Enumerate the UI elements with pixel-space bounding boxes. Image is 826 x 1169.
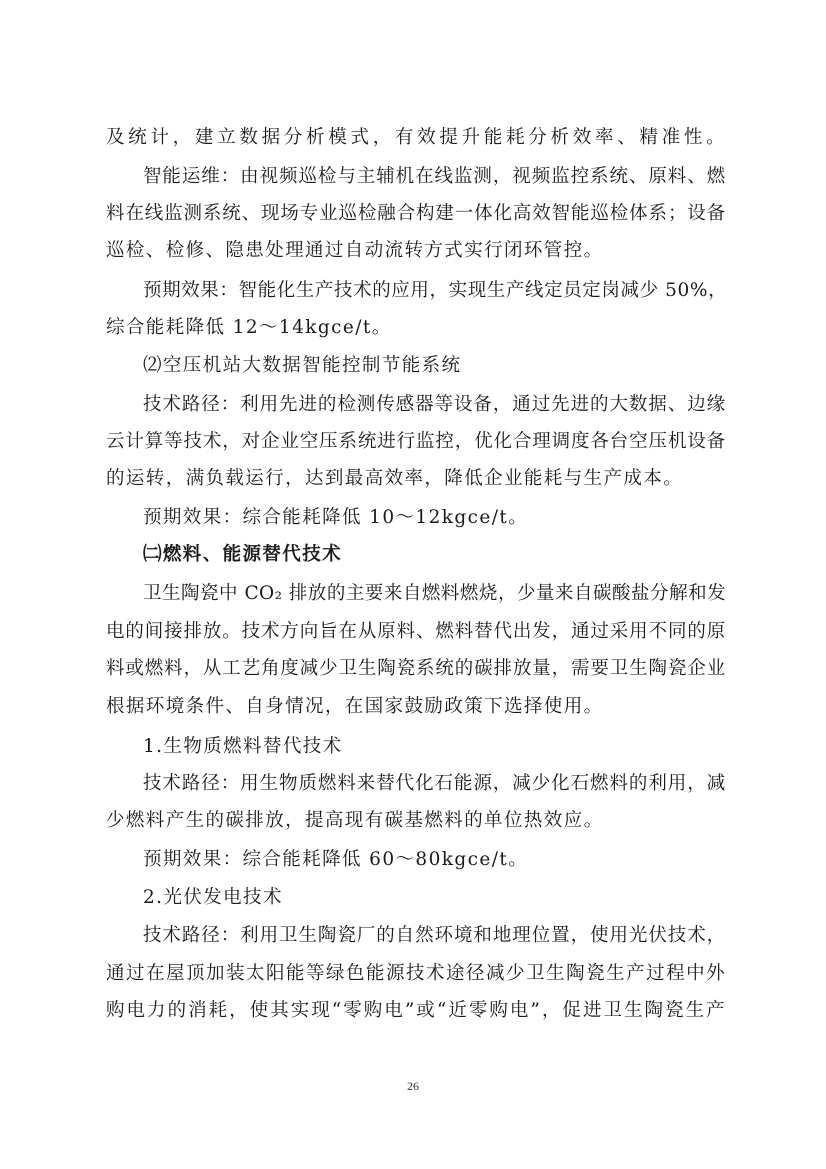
section-heading: ㈡燃料、能源替代技术 — [143, 544, 343, 565]
paragraph-line: 及统计，建立数据分析模式，有效提升能耗分析效率、精准性。 — [106, 127, 726, 148]
paragraph-line: 电的间接排放。技术方向旨在从原料、燃料替代出发，通过采用不同的原 — [106, 621, 726, 642]
paragraph-line: 卫生陶瓷中 CO₂ 排放的主要来自燃料燃烧，少量来自碳酸盐分解和发 — [143, 583, 726, 604]
paragraph-line: 云计算等技术，对企业空压系统进行监控，优化合理调度各台空压机设备 — [106, 431, 726, 452]
paragraph-line: 的运转，满负载运行，达到最高效率，降低企业能耗与生产成本。 — [106, 468, 684, 489]
paragraph-line: 料在线监测系统、现场专业巡检融合构建一体化高效智能巡检体系；设备 — [106, 203, 726, 224]
paragraph-line: 技术路径：利用卫生陶瓷厂的自然环境和地理位置，使用光伏技术， — [143, 925, 726, 946]
paragraph-line: 料或燃料，从工艺角度减少卫生陶瓷系统的碳排放量，需要卫生陶瓷企业 — [106, 658, 726, 679]
subsection-heading: 2.光伏发电技术 — [143, 887, 283, 908]
subsection-heading: ⑵空压机站大数据智能控制节能系统 — [143, 355, 462, 376]
paragraph-line: 技术路径：利用先进的检测传感器等设备，通过先进的大数据、边缘 — [143, 394, 726, 415]
paragraph-line: 根据环境条件、自身情况，在国家鼓励政策下选择使用。 — [106, 696, 604, 717]
subsection-heading: 1.生物质燃料替代技术 — [143, 736, 343, 757]
paragraph-line: 预期效果：综合能耗降低 60～80kgce/t。 — [143, 849, 529, 870]
paragraph-line: 预期效果：综合能耗降低 10～12kgce/t。 — [143, 507, 529, 528]
paragraph-line: 综合能耗降低 12～14kgce/t。 — [106, 317, 392, 338]
paragraph-line: 购电力的消耗，使其实现“零购电”或“近零购电”，促进卫生陶瓷生产 — [106, 1000, 726, 1021]
paragraph-line: 预期效果：智能化生产技术的应用，实现生产线定员定岗减少 50%， — [143, 280, 728, 301]
paragraph-line: 巡检、检修、隐患处理通过自动流转方式实行闭环管控。 — [106, 240, 604, 261]
page-number: 26 — [407, 1079, 419, 1093]
paragraph-line: 少燃料产生的碳排放，提高现有碳基燃料的单位热效应。 — [106, 810, 604, 831]
paragraph-line: 技术路径：用生物质燃料来替代化石能源，减少化石燃料的利用，减 — [143, 773, 726, 794]
paragraph-line: 通过在屋顶加装太阳能等绿色能源技术途径减少卫生陶瓷生产过程中外 — [106, 963, 726, 984]
paragraph-line: 智能运维：由视频巡检与主辅机在线监测，视频监控系统、原料、燃 — [143, 166, 726, 187]
